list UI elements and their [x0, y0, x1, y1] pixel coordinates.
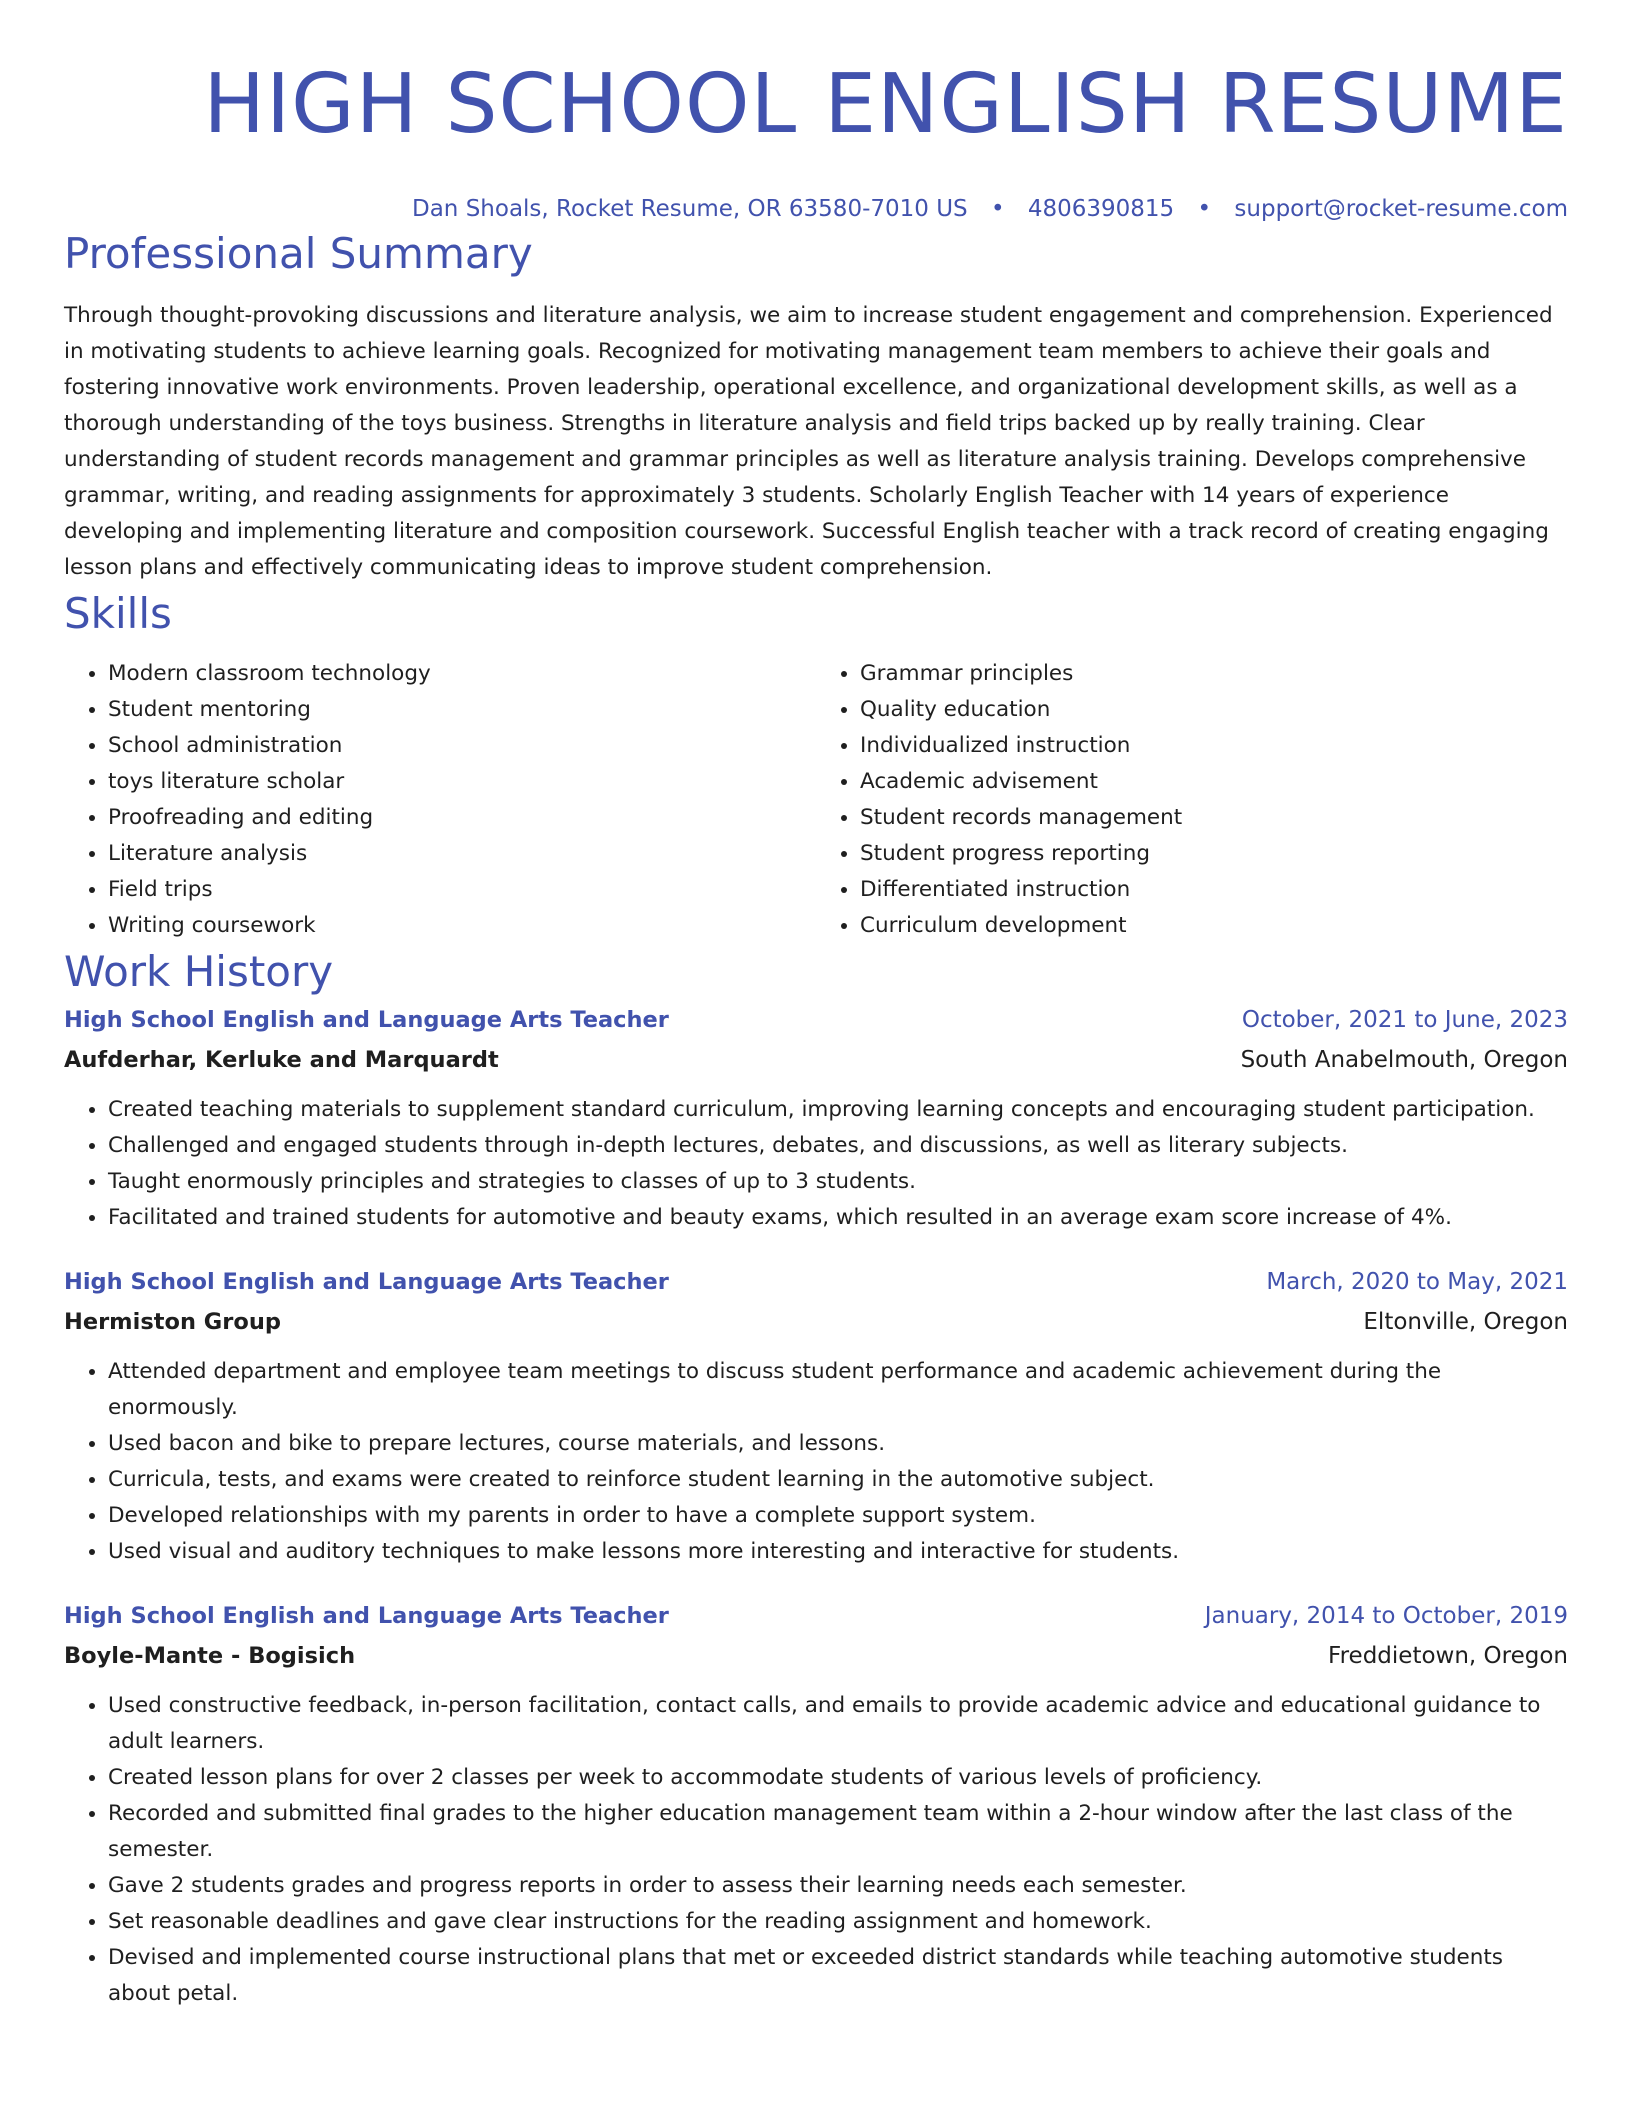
job-dates: January, 2014 to October, 2019	[1204, 1603, 1568, 1629]
skill-item: • Proofreading and editing	[108, 800, 816, 836]
skills-column-right	[816, 656, 1568, 944]
job-bullets	[64, 1354, 1568, 1570]
contact-line	[64, 192, 1568, 226]
job-bullets	[64, 1092, 1568, 1236]
job-bullet: • Challenged and engaged students through in-depth lectures, debates, and discussions, as well as literary subjects.	[108, 1128, 1568, 1164]
job-bullet: • Used bacon and bike to prepare lectures, course materials, and lessons.	[108, 1426, 1568, 1462]
resume-title: HIGH SCHOOL ENGLISH RESUME	[203, 57, 1568, 152]
job-entry	[64, 1596, 1568, 2012]
skill-item: • Curriculum development	[860, 908, 1568, 944]
contact-separator: •	[990, 196, 1005, 222]
job-company: Aufderhar, Kerluke and Marquardt	[64, 1047, 499, 1073]
skills-list	[64, 656, 1568, 944]
skill-item: • Literature analysis	[108, 836, 816, 872]
skill-item: • Quality education	[860, 692, 1568, 728]
skill-item: • Individualized instruction	[860, 728, 1568, 764]
skill-item: • School administration	[108, 728, 816, 764]
job-bullet: • Recorded and submitted final grades to the higher education management team within a 2-hour window after the last class of the semester.	[108, 1796, 1568, 1868]
job-bullet: • Created lesson plans for over 2 classes per week to accommodate students of various levels of proficiency.	[108, 1760, 1568, 1796]
job-title: High School English and Language Arts Teacher	[64, 1007, 669, 1033]
job-bullet: • Taught enormously principles and strategies to classes of up to 3 students.	[108, 1164, 1568, 1200]
job-dates: March, 2020 to May, 2021	[1266, 1269, 1568, 1295]
skill-item: • Student mentoring	[108, 692, 816, 728]
summary-heading: Professional Summary	[64, 229, 533, 278]
job-bullet: • Used visual and auditory techniques to make lessons more interesting and interactive for students.	[108, 1534, 1568, 1570]
skill-item: • Student progress reporting	[860, 836, 1568, 872]
job-company: Hermiston Group	[64, 1309, 281, 1335]
skills-column-left	[64, 656, 816, 944]
summary-text: Through thought-provoking discussions and literature analysis, we aim to increase student engagement and comprehension. Experienced in motivating students to achieve learning goals. Recognized for motivating management team members to achieve their goals and fostering innovative work environments. Proven leadership, operational excellence, and organizational development skills, as well as a thorough understanding of the toys business. Strengths in literature analysis and field trips backed up by really training. Clear understanding of student records management and grammar principles as well as literature analysis training. Develops comprehensive grammar, writing, and reading assignments for approximately 3 students. Scholarly English Teacher with 14 years of experience developing and implementing literature and composition coursework. Successful English teacher with a track record of creating engaging lesson plans and effectively communicating ideas to improve student comprehension.	[64, 303, 1553, 580]
job-bullet: • Devised and implemented course instructional plans that met or exceeded district standards while teaching automotive students about petal.	[108, 1940, 1568, 2012]
job-entry	[64, 1000, 1568, 1236]
skills-heading: Skills	[64, 589, 172, 638]
job-bullet: • Set reasonable deadlines and gave clear instructions for the reading assignment and homework.	[108, 1904, 1568, 1940]
job-title: High School English and Language Arts Teacher	[64, 1269, 669, 1295]
job-entry	[64, 1262, 1568, 1570]
job-bullet: • Attended department and employee team meetings to discuss student performance and academic achievement during the enormously.	[108, 1354, 1568, 1426]
skill-item: • Writing coursework	[108, 908, 816, 944]
skill-item: • toys literature scholar	[108, 764, 816, 800]
job-bullet: • Curricula, tests, and exams were created to reinforce student learning in the automotive subject.	[108, 1462, 1568, 1498]
contact-phone: 4806390815	[1027, 196, 1175, 222]
job-bullet: • Used constructive feedback, in-person facilitation, contact calls, and emails to provide academic advice and educational guidance to adult learners.	[108, 1688, 1568, 1760]
skill-item: • Academic advisement	[860, 764, 1568, 800]
job-bullets	[64, 1688, 1568, 2012]
job-bullet: • Gave 2 students grades and progress reports in order to assess their learning needs each semester.	[108, 1868, 1568, 1904]
skill-item: • Differentiated instruction	[860, 872, 1568, 908]
job-location: Eltonville, Oregon	[1363, 1309, 1568, 1335]
work-history-heading: Work History	[64, 947, 334, 996]
job-company: Boyle-Mante - Bogisich	[64, 1643, 356, 1669]
skill-item: • Student records management	[860, 800, 1568, 836]
job-location: Freddietown, Oregon	[1328, 1643, 1568, 1669]
job-bullet: • Facilitated and trained students for automotive and beauty exams, which resulted in an average exam score increase of 4%.	[108, 1200, 1568, 1236]
job-location: South Anabelmouth, Oregon	[1240, 1047, 1568, 1073]
contact-separator: •	[1197, 196, 1212, 222]
job-bullet: • Created teaching materials to supplement standard curriculum, improving learning concepts and encouraging student participation.	[108, 1092, 1568, 1128]
skill-item: • Field trips	[108, 872, 816, 908]
job-bullet: • Developed relationships with my parents in order to have a complete support system.	[108, 1498, 1568, 1534]
contact-email: support@rocket-resume.com	[1234, 196, 1568, 222]
skill-item: • Grammar principles	[860, 656, 1568, 692]
job-title: High School English and Language Arts Teacher	[64, 1603, 669, 1629]
contact-address: Dan Shoals, Rocket Resume, OR 63580-7010 US	[412, 196, 968, 222]
skill-item: • Modern classroom technology	[108, 656, 816, 692]
job-dates: October, 2021 to June, 2023	[1241, 1007, 1568, 1033]
